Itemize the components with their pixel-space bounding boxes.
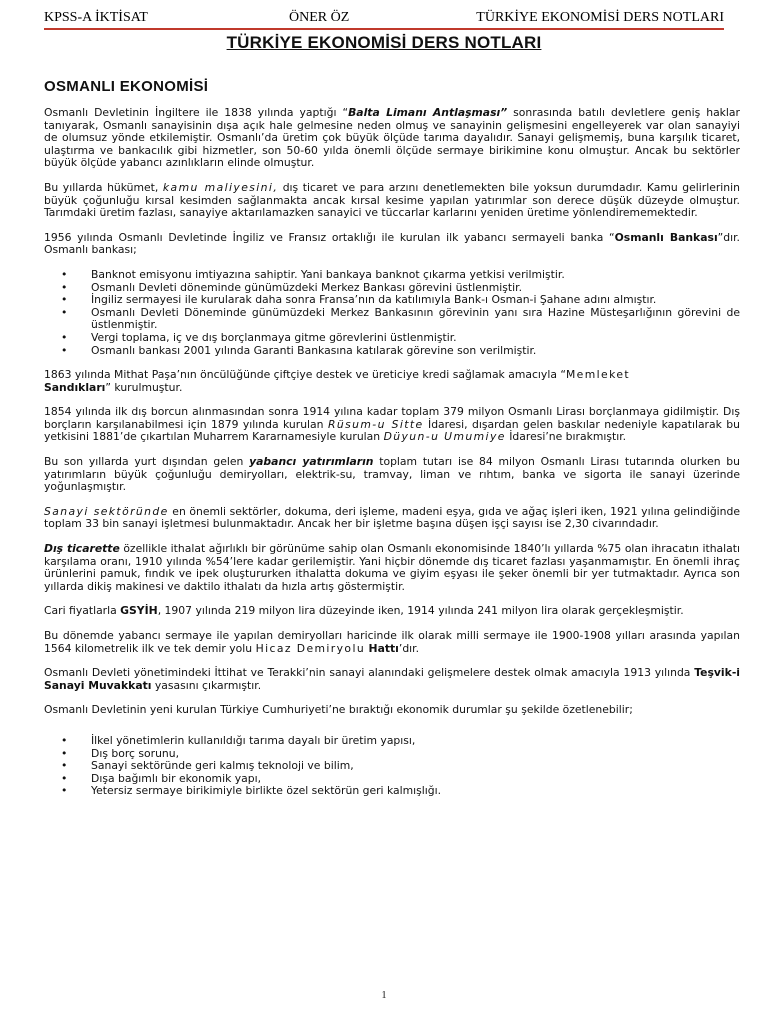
document-body <box>44 107 740 810</box>
list-item: • Dışa bağımlı bir ekonomik yapı, <box>91 773 740 786</box>
p11-text-c: yasasını çıkarmıştır. <box>151 678 262 692</box>
p6-emphasis: yabancı yatırımların <box>249 455 374 469</box>
osmanli-bankasi-list <box>44 269 740 357</box>
p4-spaced: Memleket <box>565 368 631 382</box>
p6-text-c: toplam tutarı ise 84 milyon Osmanlı Lirası tutarında olurken bu yatırımların büyük çoğunluğu demiryolları, elektrik-su, tramvay, liman ve rıhtım, banka ve sigorta ile sanayi üzerinde yoğunlaşmıştır. <box>44 455 741 494</box>
p5-text-c: İdaresi, dışardan gelen baskılar nedeniyle kapatılarak bu yetkisini 1881’de çıkartılan Muharrem Kararnamesiyle kurulan <box>44 417 740 444</box>
section-title: OSMANLI EKONOMİSİ <box>44 78 209 95</box>
p2-emphasis: kamu maliyesini, <box>162 180 279 194</box>
paragraph-sanayi-sektoru <box>44 506 740 531</box>
p4-text-d: ” kurulmuştur. <box>105 380 183 394</box>
p3-emphasis: Osmanlı Bankası <box>614 230 718 244</box>
p10-text-a: Bu dönemde yabancı sermaye ile yapılan demiryolları haricinde ilk olarak milli sermaye ile 1900-1908 yılları arasında yapılan 1564 kilometrelik ilk ve tek demir yolu <box>44 629 740 655</box>
p3-text-a: 1956 yılında Osmanlı Devletinde İngiliz ve Fransız ortaklığı ile kurulan ilk yabancı sermayeli banka “ <box>44 230 615 244</box>
p9-emphasis: GSYİH <box>120 604 158 618</box>
p7-text-b: en önemli sektörler, dokuma, deri işleme, madeni eşya, gıda ve ağaç işleri iken, 1921 yılına gelindiğinde toplam 33 bin sanayi işletmesi bulunmaktadır. Ancak her bir işletme başına düşen işçi sayısı ise 2,30 civarındadır. <box>44 504 741 531</box>
p11-text-a: Osmanlı Devleti yönetimindeki İttihat ve Terakki’nin sanayi alanındaki gelişmelere destek olmak amacıyla 1913 yılında <box>44 666 695 680</box>
list-item: • İlkel yönetimlerin kullanıldığı tarıma dayalı bir üretim yapısı, <box>91 735 740 748</box>
p5-rusum: Rüsum-u Sitte <box>327 417 424 431</box>
p8-emphasis: Dış ticarette <box>44 542 120 556</box>
header-rule <box>44 28 724 30</box>
document-title: TÜRKİYE EKONOMİSİ DERS NOTLARI <box>226 33 542 52</box>
p4-emphasis: Sandıkları <box>44 380 106 394</box>
p10-text-e: ’dır. <box>398 641 420 655</box>
p5-text-a: 1854 yılında ilk dış borcun alınmasından sonra 1914 yılına kadar toplam 379 milyon Osmanlı Lirası borçlanmaya gidilmiştir. Dış borçların karşılanabilmesi için 1879 yılında kurulan <box>44 405 740 431</box>
p7-emphasis: Sanayi sektöründe <box>44 504 169 518</box>
p10-emphasis: Hattı <box>368 641 399 655</box>
list-item: • Osmanlı Devleti Döneminde günümüzdeki Merkez Bankasının görevinin yanı sıra Hazine Müsteşarlığının görevini de üstlenmiştir. <box>91 307 740 332</box>
p4-text-a: 1863 yılında Mithat Paşa’nın öncülüğünde çiftçiye destek ve üreticiye kredi sağlamak amacıyla “ <box>44 368 566 382</box>
p5-text-e: İdaresi’ne bırakmıştır. <box>505 430 627 444</box>
p8-text-b: özellikle ithalat ağırlıklı bir görünüme sahip olan Osmanlı ekonomisinde 1840’lı yıllarda %75 olan ihracatın ithalatı karşılama oranı, 1910 yılında %54’lere kadar gerilemiştir. Yani hiçbir dönemde dış ticaret fazlası yaşanmamıştır. En önemli ihraç ürünlerini pamuk, fındık ve ipek oluştururken ithalatta dokuma ve giyim eşyası ile şeker önemli bir yer tutmaktadır. Ayrıca son yıllarda dikiş makinesi ve daktilo ithalatı da hızla artış göstermiştir. <box>44 542 740 593</box>
p5-duyun: Düyun-u Umumiye <box>383 430 506 444</box>
p2-text-c: dış ticaret ve para arzını denetlemekten bile yoksun durumdadır. Kamu gelirlerinin büyük çoğunluğu kırsal kesimden sağlanmakta ancak kırsal kesime yapılan yatırımlar son derece düşük düzeyde olmuştur. Tarımdaki üretim fazlası, sanayiye aktarılamazken sanayici ve tüccarlar karlarını yeniden üretime yönlendirememektedir. <box>44 180 740 220</box>
list-item: • İngiliz sermayesi ile kurularak daha sonra Fransa’nın da katılımıyla Bank-ı Osman-i Şahane adını almıştır. <box>91 294 740 307</box>
list-item: • Banknot emisyonu imtiyazına sahiptir. Yani bankaya banknot çıkarma yetkisi verilmiştir. <box>91 269 740 282</box>
p2-text-a: Bu yıllarda hükümet, <box>44 180 163 194</box>
paragraph-dis-borc <box>44 406 740 444</box>
paragraph-hicaz-demiryolu <box>44 630 740 655</box>
list-item: • Yetersiz sermaye birikimiyle birlikte özel sektörün geri kalmışlığı. <box>91 785 740 798</box>
header-right: TÜRKİYE EKONOMİSİ DERS NOTLARI <box>476 10 724 25</box>
p9-text-a: Cari fiyatlarla <box>44 604 121 618</box>
list-item: • Dış borç sorunu, <box>91 748 740 761</box>
header-left: KPSS-A İKTİSAT <box>44 10 148 25</box>
cumhuriyet-devir-list <box>44 735 740 798</box>
header-center: ÖNER ÖZ <box>289 10 350 25</box>
p1-text-a: Osmanlı Devletinin İngiltere ile 1838 yılında yaptığı “ <box>44 106 349 119</box>
list-item: • Osmanlı Devleti döneminde günümüzdeki Merkez Bankası görevini üstlenmiştir. <box>91 282 740 295</box>
paragraph-kamu-maliyesi <box>44 182 740 220</box>
page-number: 1 <box>381 990 387 1001</box>
p6-text-a: Bu son yıllarda yurt dışından gelen <box>44 455 250 469</box>
p11-emphasis: Teşvik-i Sanayi Muvakkatı <box>44 666 740 692</box>
paragraph-cumhuriyet-devir: Osmanlı Devletinin yeni kurulan Türkiye Cumhuriyeti’ne bıraktığı ekonomik durumlar şu şekilde özetlenebilir; <box>44 703 633 717</box>
paragraph-gsyih <box>44 605 740 618</box>
p3-text-c: ”dır. Osmanlı bankası; <box>44 230 740 257</box>
p10-spaced: Hicaz Demiryolu <box>255 641 366 655</box>
paragraph-yabanci-yatirim <box>44 456 740 494</box>
p1-emphasis: Balta Limanı Antlaşması” <box>348 106 508 119</box>
paragraph-dis-ticaret <box>44 543 740 593</box>
paragraph-memleket-sandiklari <box>44 369 740 394</box>
p9-text-c: , 1907 yılında 219 milyon lira düzeyinde iken, 1914 yılında 241 milyon lira olarak gerçekleşmiştir. <box>157 604 684 618</box>
paragraph-osmanli-bankasi <box>44 232 740 257</box>
page-header <box>44 8 724 28</box>
list-item: • Osmanlı bankası 2001 yılında Garanti Bankasına katılarak görevine son verilmiştir. <box>91 345 740 358</box>
list-item: • Sanayi sektöründe geri kalmış teknoloji ve bilim, <box>91 760 740 773</box>
p1-text-c: sonrasında batılı devletlere geniş haklar tanıyarak, Osmanlı sanayisinin dışa açık hale gelmesine neden olmuş ve sanayinin gelişmesini engelleyerek var olan sanayiyi de olumsuz yönde etkilemiştir. Osmanlı’da üretim çok büyük ölçüde tarıma dayalıdır. Sanayi gelişmemiş, buna karşılık ticaret, ulaştırma ve bankacılık gibi hizmetler, son 50-60 yılda önemli ölçüde sermaye birikimine konu olmuştur. Ancak bu sektörler büyük ölçüde yabancı azınlıkların elinde olmuştur. <box>44 106 740 170</box>
list-item: • Vergi toplama, iç ve dış borçlanmaya gitme görevlerini üstlenmiştir. <box>91 332 740 345</box>
paragraph-balta-limani <box>44 107 740 170</box>
paragraph-tesvik-sanayi <box>44 667 740 692</box>
